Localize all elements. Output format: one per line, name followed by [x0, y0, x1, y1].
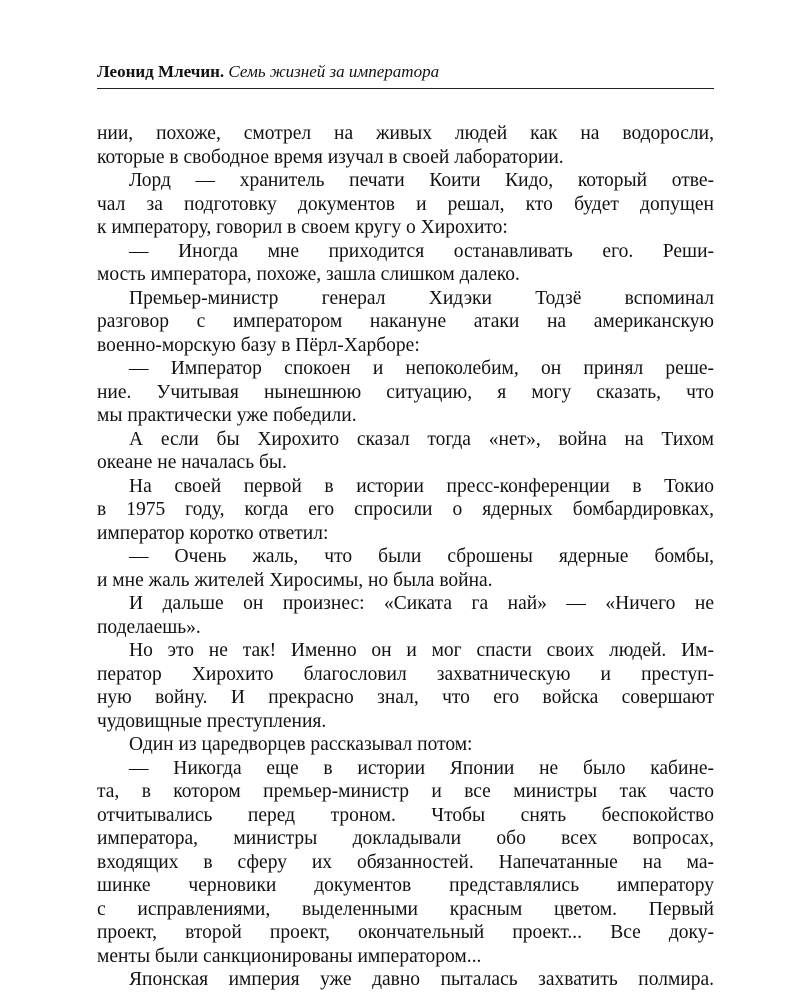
text-line: ную войну. И прекрасно знал, что его войска совершают — [97, 687, 714, 708]
text-line: Но это не так! Именно он и мог спасти своих людей. Им- — [129, 640, 714, 661]
text-line: ператор Хирохито благословил захватническую и преступ- — [97, 663, 714, 685]
text-line: Лорд — хранитель печати Коити Кидо, который отве- — [129, 170, 714, 191]
text-line: На своей первой в истории пресс-конференции в Токио — [129, 475, 714, 497]
text-line: менты были санкционированы императором... — [97, 945, 482, 967]
text-line: — Иногда мне приходится останавливать его. Реши- — [129, 240, 714, 262]
author-name: Леонид Млечин. — [97, 62, 225, 81]
text-line: И дальше он произнес: «Сиката га най» — «Ничего не — [129, 593, 714, 614]
text-line: Один из царедворцев рассказывал потом: — [129, 734, 473, 755]
text-line: Японская империя уже давно пыталась захватить полмира. — [129, 969, 714, 990]
text-line: отчитывались перед троном. Чтобы снять беспокойство — [97, 804, 714, 826]
text-line: к императору, говорил в своем кругу о Хирохито: — [97, 217, 508, 238]
text-line: император коротко ответил: — [97, 522, 329, 544]
text-line: — Император спокоен и непоколебим, он принял реше- — [129, 358, 714, 379]
text-line: чал за подготовку документов и решал, кто будет допущен — [97, 193, 714, 215]
text-line: нии, похоже, смотрел на живых людей как на водоросли, — [97, 123, 714, 144]
text-line: мы практически уже победили. — [97, 405, 357, 426]
body-text — [97, 122, 714, 992]
text-line: ние. Учитывая нынешнюю ситуацию, я могу сказать, что — [97, 381, 714, 403]
text-line: императора, министры докладывали обо всех вопросах, — [97, 828, 714, 849]
text-line: шинке черновики документов представлялись императору — [97, 875, 714, 896]
text-line: поделаешь». — [97, 616, 201, 638]
text-line: разговор с императором накануне атаки на американскую — [97, 311, 714, 332]
text-line: в 1975 году, когда его спросили о ядерных бомбардировках, — [97, 499, 714, 520]
text-line: входящих в сферу их обязанностей. Напечатанные на ма- — [97, 851, 714, 873]
text-line: Премьер-министр генерал Хидэки Тодзё вспоминал — [129, 287, 714, 309]
book-title: Семь жизней за императора — [228, 62, 440, 81]
text-line: с исправлениями, выделенными красным цветом. Первый — [97, 898, 714, 920]
text-line: — Очень жаль, что были сброшены ядерные бомбы, — [129, 546, 714, 567]
text-line: мость императора, похоже, зашла слишком далеко. — [97, 264, 520, 285]
running-head — [97, 60, 713, 84]
text-line: и мне жаль жителей Хиросимы, но была война. — [97, 569, 493, 591]
text-line: проект, второй проект, окончательный проект... Все доку- — [97, 922, 714, 943]
text-line: А если бы Хирохито сказал тогда «нет», война на Тихом — [129, 428, 714, 450]
text-line: военно-морскую базу в Пёрл-Харборе: — [97, 334, 420, 356]
text-line: та, в котором премьер-министр и все министры так часто — [97, 781, 714, 802]
text-line: океане не началась бы. — [97, 452, 287, 473]
text-line: — Никогда еще в истории Японии не было кабине- — [129, 757, 714, 779]
text-line: которые в свободное время изучал в своей лаборатории. — [97, 146, 564, 168]
text-line: чудовищные преступления. — [97, 710, 327, 732]
header-rule — [97, 88, 714, 89]
